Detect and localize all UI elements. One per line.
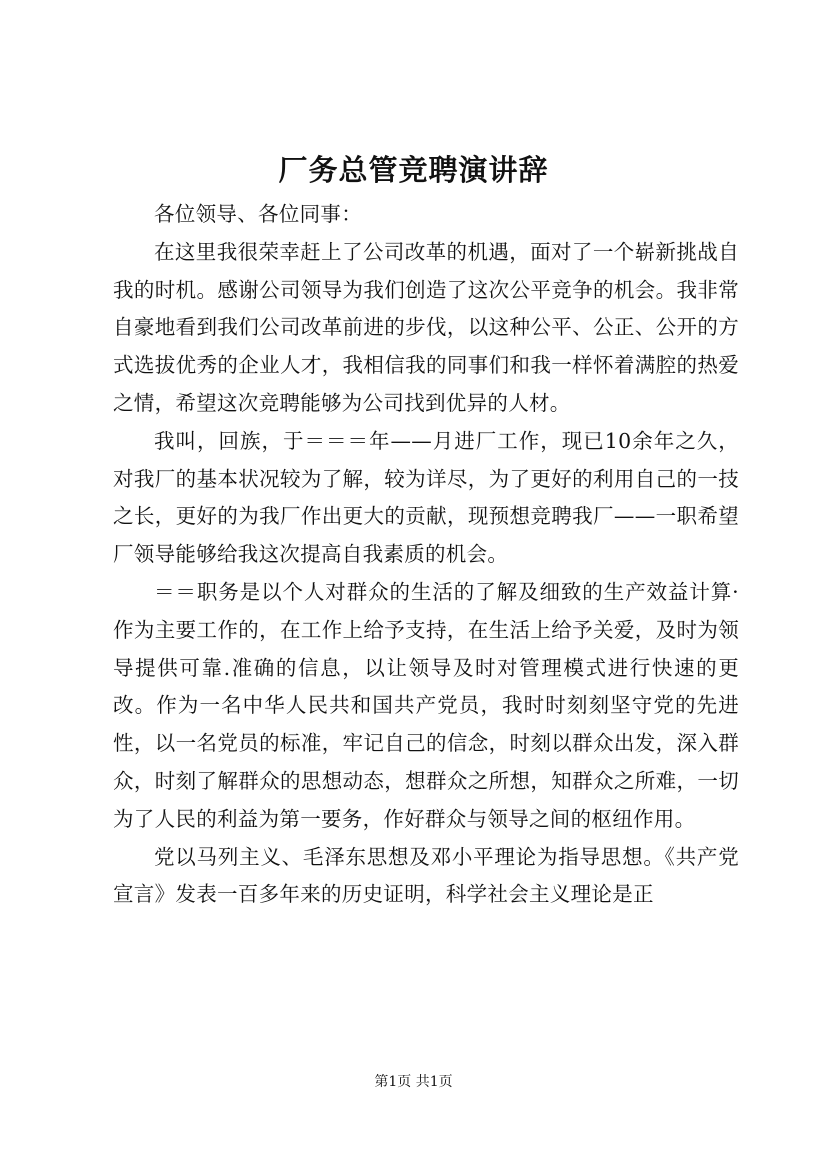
- body-paragraph: 在这里我很荣幸赶上了公司改革的机遇，面对了一个崭新挑战自我的时机。感谢公司领导为我们创造了这次公平竞争的机会。我非常自豪地看到我们公司改革前进的步伐，以这种公平、公正、公开的方式选拔优秀的企业人才，我相信我的同事们和我一样怀着满腔的热爱之情，希望这次竞聘能够为公司找到优异的人材。: [113, 239, 739, 415]
- salutation-paragraph: 各位领导、各位同事：: [154, 202, 362, 226]
- document-title: 厂务总管竞聘演讲辞: [278, 153, 549, 187]
- body-paragraph: 我叫，回族，于＝＝＝年——月进厂工作，现已10余年之久，对我厂的基本状况较为了解，较为详尽，为了更好的利用自己的一技之长，更好的为我厂作出更大的贡献，现预想竞聘我厂——一职希望厂领导能够给我这次提高自我素质的机会。: [113, 428, 739, 567]
- document-body: [113, 196, 739, 914]
- body-paragraph: 党以马列主义、毛泽东思想及邓小平理论为指导思想。《共产党宣言》发表一百多年来的历史证明，科学社会主义理论是正: [113, 844, 739, 907]
- body-paragraph: ＝＝职务是以个人对群众的生活的了解及细致的生产效益计算·作为主要工作的，在工作上给予支持，在生活上给予关爱，及时为领导提供可靠.准确的信息，以让领导及时对管理模式进行快速的更改。作为一名中华人民共和国共产党员，我时时刻刻坚守党的先进性，以一名党员的标准，牢记自己的信念，时刻以群众出发，深入群众，时刻了解群众的思想动态，想群众之所想，知群众之所难，一切为了人民的利益为第一要务，作好群众与领导之间的枢纽作用。: [113, 579, 739, 831]
- page-number-footer: 第1页 共1页: [374, 1074, 453, 1090]
